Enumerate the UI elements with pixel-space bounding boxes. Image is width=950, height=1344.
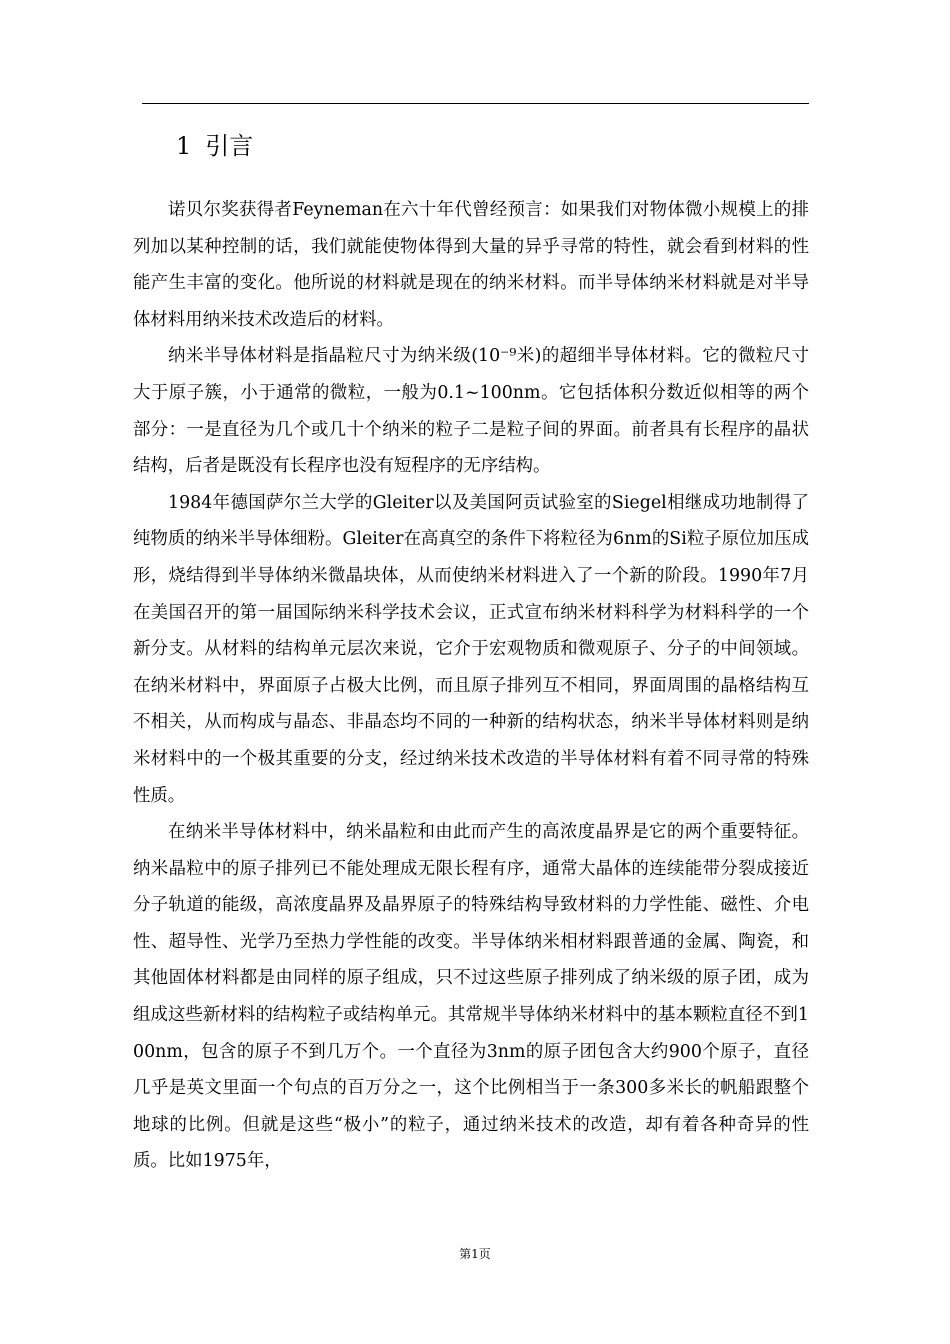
page-number: 第1页 — [459, 1247, 491, 1261]
body-text — [133, 192, 809, 1180]
paragraph-4: 在纳米半导体材料中，纳米晶粒和由此而产生的高浓度晶界是它的两个重要特征。纳米晶粒中的原子排列已不能处理成无限长程有序，通常大晶体的连续能带分裂成接近分子轨道的能级，高浓度晶界及晶界原子的特殊结构导致材料的力学性能、磁性、介电性、超导性、光学乃至热力学性能的改变。半导体纳米相材料跟普通的金属、陶瓷，和其他固体材料都是由同样的原子组成，只不过这些原子排列成了纳米级的原子团，成为组成这些新材料的结构粒子或结构单元。其常规半导体纳米材料中的基本颗粒直径不到100nm，包含的原子不到几万个。一个直径为3nm的原子团包含大约900个原子，直径几乎是英文里面一个句点的百万分之一，这个比例相当于一条300多米长的帆船跟整个地球的比例。但就是这些“极小”的粒子，通过纳米技术的改造，却有着各种奇异的性质。比如1975年， — [133, 822, 809, 1172]
paragraph-3: 1984年德国萨尔兰大学的Gleiter以及美国阿贡试验室的Siegel相继成功地制得了纯物质的纳米半导体细粉。Gleiter在高真空的条件下将粒径为6nm的Si粒子原位加压成形，烧结得到半导体纳米微晶块体，从而使纳米材料进入了一个新的阶段。1990年7月在美国召开的第一届国际纳米科学技术会议，正式宣布纳米材料科学为材料科学的一个新分支。从材料的结构单元层次来说，它介于宏观物质和微观原子、分子的中间领域。在纳米材料中，界面原子占极大比例，而且原子排列互不相同，界面周围的晶格结构互不相关，从而构成与晶态、非晶态均不同的一种新的结构状态，纳米半导体材料则是纳米材料中的一个极其重要的分支，经过纳米技术改造的半导体材料有着不同寻常的特殊性质。 — [133, 492, 809, 806]
paragraph-1: 诺贝尔奖获得者Feyneman在六十年代曾经预言：如果我们对物体微小规模上的排列加以某种控制的话，我们就能使物体得到大量的异乎寻常的特性，就会看到材料的性能产生丰富的变化。他所说的材料就是现在的纳米材料。而半导体纳米材料就是对半导体材料用纳米技术改造后的材料。 — [133, 200, 809, 330]
paragraph-2: 纳米半导体材料是指晶粒尺寸为纳米级(10⁻⁹米)的超细半导体材料。它的微粒尺寸大于原子簇，小于通常的微粒，一般为0.1~100nm。它包括体积分数近似相等的两个部分：一是直径为几个或几十个纳米的粒子二是粒子间的界面。前者具有长程序的晶状结构，后者是既没有长程序也没有短程序的无序结构。 — [133, 346, 809, 477]
section-title: 引言 — [205, 132, 254, 160]
section-number: 1 — [176, 132, 192, 160]
section-heading — [176, 128, 253, 164]
header-rule — [142, 103, 809, 104]
